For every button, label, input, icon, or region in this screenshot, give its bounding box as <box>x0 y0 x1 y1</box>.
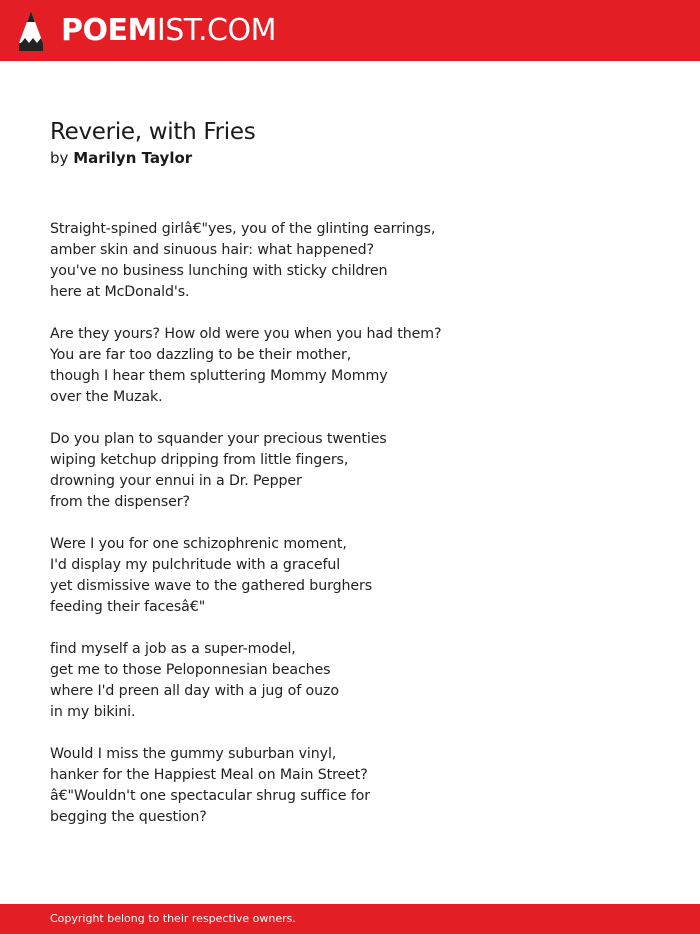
poem-line: wiping ketchup dripping from little fingers, <box>50 452 349 468</box>
poem-line: amber skin and sinuous hair: what happened? <box>50 242 374 258</box>
stanza <box>50 534 650 618</box>
poem-line: yet dismissive wave to the gathered burghers <box>50 578 373 594</box>
by-label: by <box>50 149 69 167</box>
poem-line: from the dispenser? <box>50 494 190 510</box>
header-bar <box>0 0 700 61</box>
stanza <box>50 324 650 408</box>
byline <box>50 148 255 168</box>
stanza <box>50 219 650 303</box>
poem-line: in my bikini. <box>50 704 136 720</box>
author-name: Marilyn Taylor <box>73 149 193 167</box>
site-logo[interactable] <box>18 9 276 53</box>
poem-line: where I'd preen all day with a jug of ouzo <box>50 683 339 699</box>
poem-line: You are far too dazzling to be their mother, <box>50 347 352 363</box>
poem-title: Reverie, with Fries <box>50 119 256 145</box>
poem-line: find myself a job as a super-model, <box>50 641 296 657</box>
poem-line: here at McDonald's. <box>50 284 190 300</box>
poem-line: I'd display my pulchritude with a graceful <box>50 557 341 573</box>
poem-line: you've no business lunching with sticky children <box>50 263 388 279</box>
poem-line: over the Muzak. <box>50 389 163 405</box>
poem-line: begging the question? <box>50 809 207 825</box>
poem-line: hanker for the Happiest Meal on Main Street? <box>50 767 368 783</box>
logo-light-text: IST.COM <box>156 13 276 48</box>
poem-line: Would I miss the gummy suburban vinyl, <box>50 746 337 762</box>
poem-line: â€"Wouldn't one spectacular shrug suffice for <box>50 788 370 804</box>
footer-bar <box>0 904 700 934</box>
poem-line: though I hear them spluttering Mommy Mommy <box>50 368 388 384</box>
site-logo-text <box>61 13 276 48</box>
poem-line: Do you plan to squander your precious twenties <box>50 431 387 447</box>
poem-line: get me to those Peloponnesian beaches <box>50 662 331 678</box>
poem-line: feeding their facesâ€" <box>50 599 206 615</box>
poem-body <box>50 219 650 849</box>
poem-line: Are they yours? How old were you when you had them? <box>50 326 442 342</box>
stanza <box>50 429 650 513</box>
poem-line: Straight-spined girlâ€"yes, you of the glinting earrings, <box>50 221 436 237</box>
stanza <box>50 639 650 723</box>
poem-header <box>50 118 255 168</box>
copyright-text: Copyright belong to their respective owners. <box>50 912 296 925</box>
poem-line: drowning your ennui in a Dr. Pepper <box>50 473 302 489</box>
pencil-tip-icon <box>18 10 44 52</box>
stanza <box>50 744 650 828</box>
poem-line: Were I you for one schizophrenic moment, <box>50 536 347 552</box>
logo-bold-text: POEM <box>61 13 157 48</box>
